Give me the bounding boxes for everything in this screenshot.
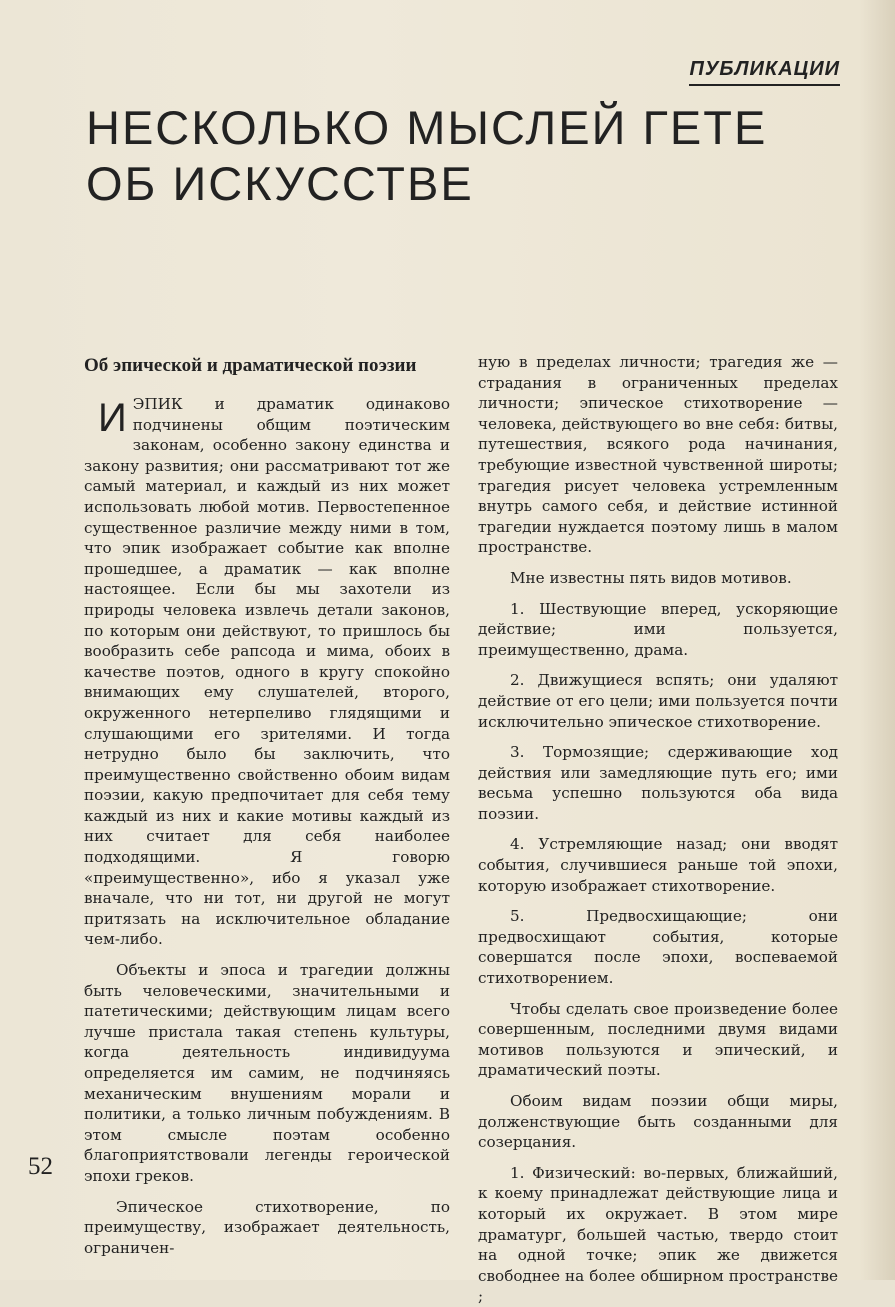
list-item: 1. Шествующие вперед, ускоряющие действие; ими пользуется, преимущественно, драма. xyxy=(478,599,838,659)
paragraph: Чтобы сделать свое произведение более совершенным, последними двумя видами мотивов пользуются и эпический, и драматический поэты. xyxy=(478,999,838,1080)
paragraph xyxy=(84,394,450,950)
list-item: 5. Предвосхищающие; они предвосхищают события, которые совершатся после эпохи, воспеваемой стихотворением. xyxy=(478,907,838,988)
paragraph: Обоим видам поэзии общи миры, долженствующие быть созданными для созерцания. xyxy=(478,1092,838,1152)
paragraph: Мне известны пять видов мотивов. xyxy=(510,568,792,587)
paragraph: ную в пределах личности; трагедия же — страдания в ограниченных пределах личности; эпическое стихотворение — человека, действующего во вне себя: битвы, путешествия, всякого рода начинания, требующие известной чувственной широты; трагедия рисует человека устремленным внутрь самого себя, и действие истинной трагедии нуждается поэтому лишь в малом пространстве. xyxy=(478,353,838,557)
section-label: ПУБЛИКАЦИИ xyxy=(689,58,840,86)
paragraph-text: ЭПИК и драматик одинаково подчинены общим поэтическим законам, особенно закону единства и закону развития; они рассматривают тот же самый материал, и каждый из них может использовать любой мотив. Первостепенное существенное различие между ними в том, что эпик изображает событие как вполне прошедшее, а драматик — как вполне настоящее. Если бы мы захотели из природы человека извлечь детали законов, по которым они действуют, то пришлось бы вообразить себе рапсода и мима, обоих в качестве поэтов, одного в кругу спокойно внимающих ему слушателей, второго, окруженного нетерпеливо глядящими и слушающими его зрителями. И тогда нетрудно было бы заключить, что преимущественно свойственно обоим видам поэзии, какую предпочитает для себя тему каждый из них и какие мотивы каждый из них считает для себя наиболее подходящими. Я говорю «преимущественно», ибо я указал уже вначале, что ни тот, ни другой не могут притязать на исключительное обладание чем-либо. xyxy=(84,395,450,949)
list-item: 1. Физический: во-первых, ближайший, к коему принадлежат действующие лица и который их окружает. В этом мире драматург, большей частью, твердо стоит на одной точке; эпик же движется свободнее на более обширном пространстве ; xyxy=(478,1163,838,1306)
paragraph: Объекты и эпоса и трагедии должны быть человеческими, значительными и патетическими; действующим лицам всего лучше пристала такая степень культуры, когда деятельность индивидуума определяется им самим, не подчиняясь механическим внушениям морали и политики, а только личным побуждениям. В этом смысле поэтам особенно благоприятствовали легенды героической эпохи греков. xyxy=(84,961,450,1185)
left-column xyxy=(84,350,450,1258)
list-item: 4. Устремляющие назад; они вводят события, случившиеся раньше той эпохи, которую изображает стихотворение. xyxy=(478,835,838,895)
section-heading: Об эпической и драматической поэзии xyxy=(84,355,417,376)
list-item: 2. Движущиеся вспять; они удаляют действие от его цели; ими пользуется почти исключительно эпическое стихотворение. xyxy=(478,671,838,731)
list-item: 3. Тормозящие; сдерживающие ход действия или замедляющие путь его; ими весьма успешно пользуются оба вида поэзии. xyxy=(478,743,838,823)
paragraph: Эпическое стихотворение, по преимуществу, изображает деятельность, ограничен- xyxy=(84,1197,450,1257)
right-column xyxy=(478,352,838,1307)
article-title: НЕСКОЛЬКО МЫСЛЕЙ ГЕТЕ ОБ ИСКУССТВЕ xyxy=(86,101,768,210)
drop-cap: И xyxy=(98,396,127,440)
page-number: 52 xyxy=(28,1153,53,1180)
